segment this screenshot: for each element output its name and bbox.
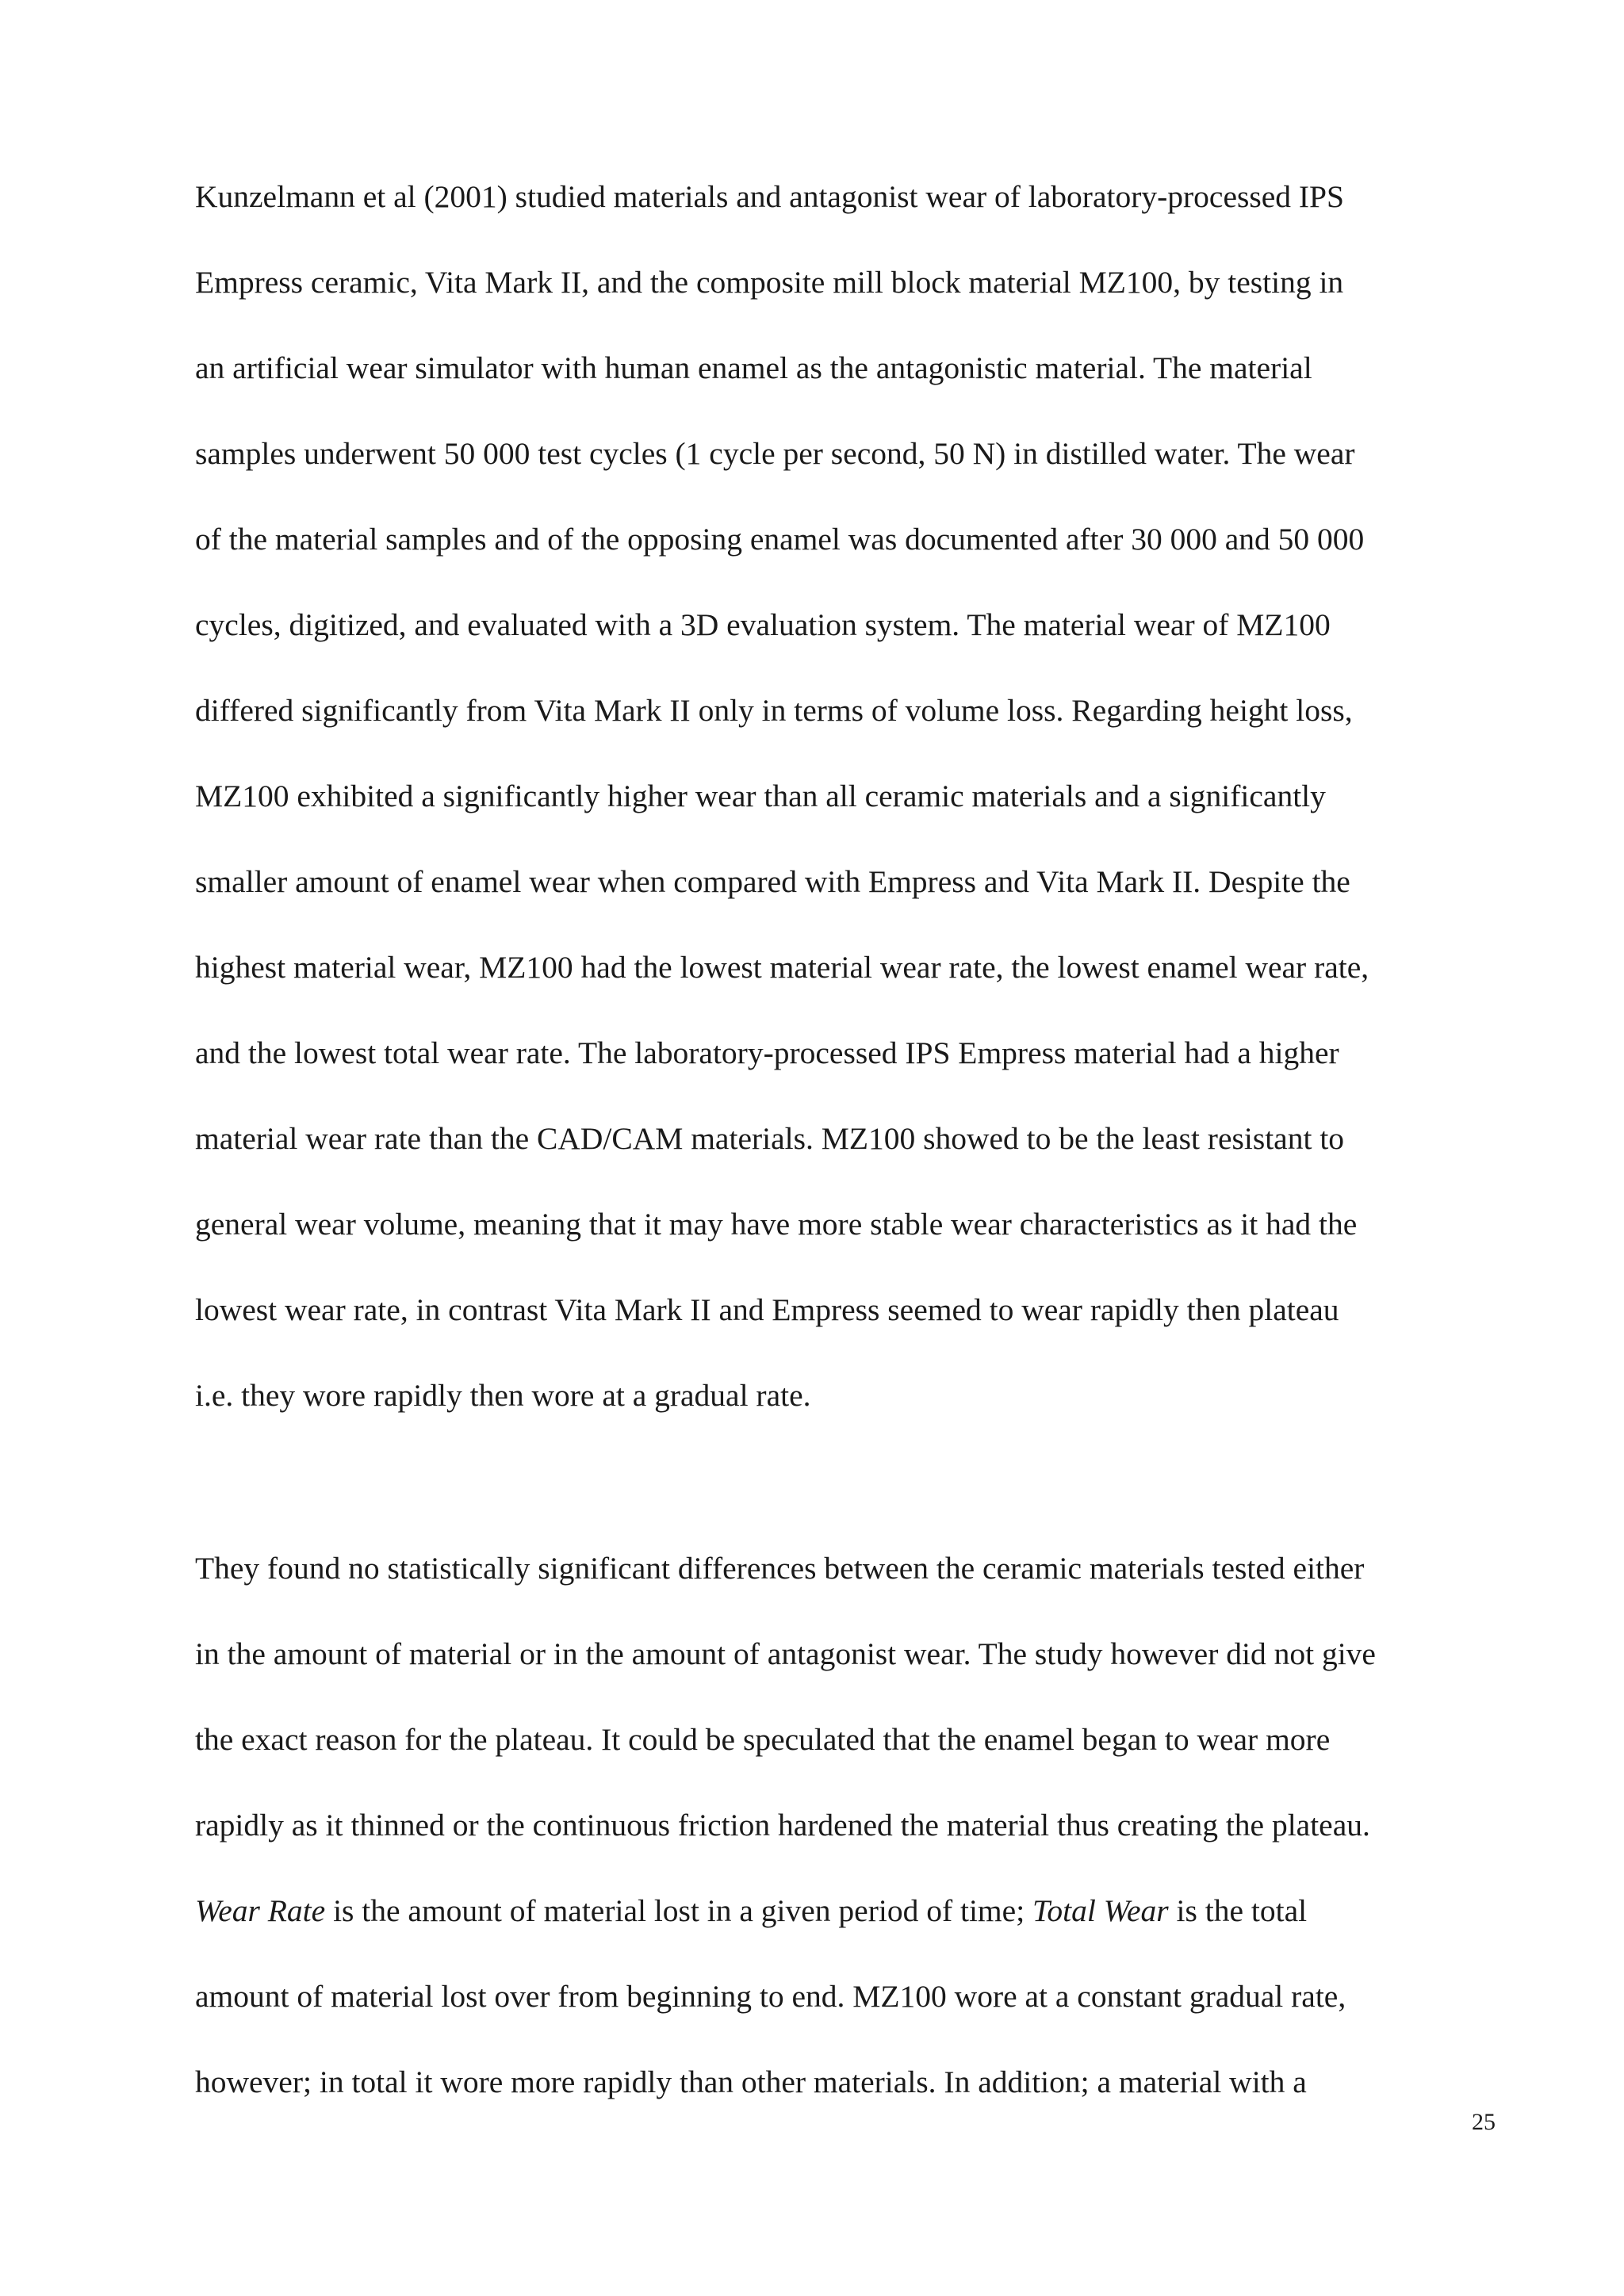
text-line: differed significantly from Vita Mark II only in terms of volume loss. Regarding height loss, <box>195 693 1353 728</box>
paragraph-2 <box>195 1525 1496 2125</box>
text-line: Empress ceramic, Vita Mark II, and the composite mill block material MZ100, by testing in <box>195 265 1344 300</box>
paragraph-1 <box>195 154 1496 1438</box>
text-line: the exact reason for the plateau. It could be speculated that the enamel began to wear more <box>195 1722 1331 1757</box>
text-line: and the lowest total wear rate. The laboratory-processed IPS Empress material had a higher <box>195 1035 1339 1070</box>
text-line: smaller amount of enamel wear when compared with Empress and Vita Mark II. Despite the <box>195 864 1350 899</box>
text-line: amount of material lost over from beginning to end. MZ100 wore at a constant gradual rate, <box>195 1979 1346 2014</box>
text-line: highest material wear, MZ100 had the lowest material wear rate, the lowest enamel wear rate, <box>195 950 1369 985</box>
text-line: however; in total it wore more rapidly than other materials. In addition; a material with a <box>195 2064 1307 2099</box>
term-total-wear: Total Wear <box>1032 1893 1169 1928</box>
definition-text: is the amount of material lost in a given period of time; <box>325 1893 1033 1928</box>
page-number: 25 <box>1472 2109 1496 2135</box>
text-line: They found no statistically significant differences between the ceramic materials tested either <box>195 1551 1365 1586</box>
text-line: lowest wear rate, in contrast Vita Mark II and Empress seemed to wear rapidly then plateau <box>195 1292 1339 1327</box>
text-line: material wear rate than the CAD/CAM materials. MZ100 showed to be the least resistant to <box>195 1121 1345 1156</box>
definition-line <box>195 1868 1496 1954</box>
text-line: Kunzelmann et al (2001) studied materials and antagonist wear of laboratory-processed IPS <box>195 179 1344 214</box>
text-line: in the amount of material or in the amount of antagonist wear. The study however did not give <box>195 1636 1376 1671</box>
text-line: MZ100 exhibited a significantly higher wear than all ceramic materials and a significantly <box>195 779 1326 813</box>
text-line: general wear volume, meaning that it may have more stable wear characteristics as it had the <box>195 1207 1358 1242</box>
text-line: i.e. they wore rapidly then wore at a gradual rate. <box>195 1378 811 1413</box>
text-line: cycles, digitized, and evaluated with a 3D evaluation system. The material wear of MZ100 <box>195 607 1331 642</box>
definition-text: is the total <box>1168 1893 1308 1928</box>
text-line: rapidly as it thinned or the continuous friction hardened the material thus creating the plateau. <box>195 1808 1370 1843</box>
term-wear-rate: Wear Rate <box>195 1893 326 1928</box>
text-line: of the material samples and of the opposing enamel was documented after 30 000 and 50 000 <box>195 522 1365 557</box>
text-line: an artificial wear simulator with human enamel as the antagonistic material. The material <box>195 350 1312 385</box>
text-line: samples underwent 50 000 test cycles (1 cycle per second, 50 N) in distilled water. The wear <box>195 436 1355 471</box>
